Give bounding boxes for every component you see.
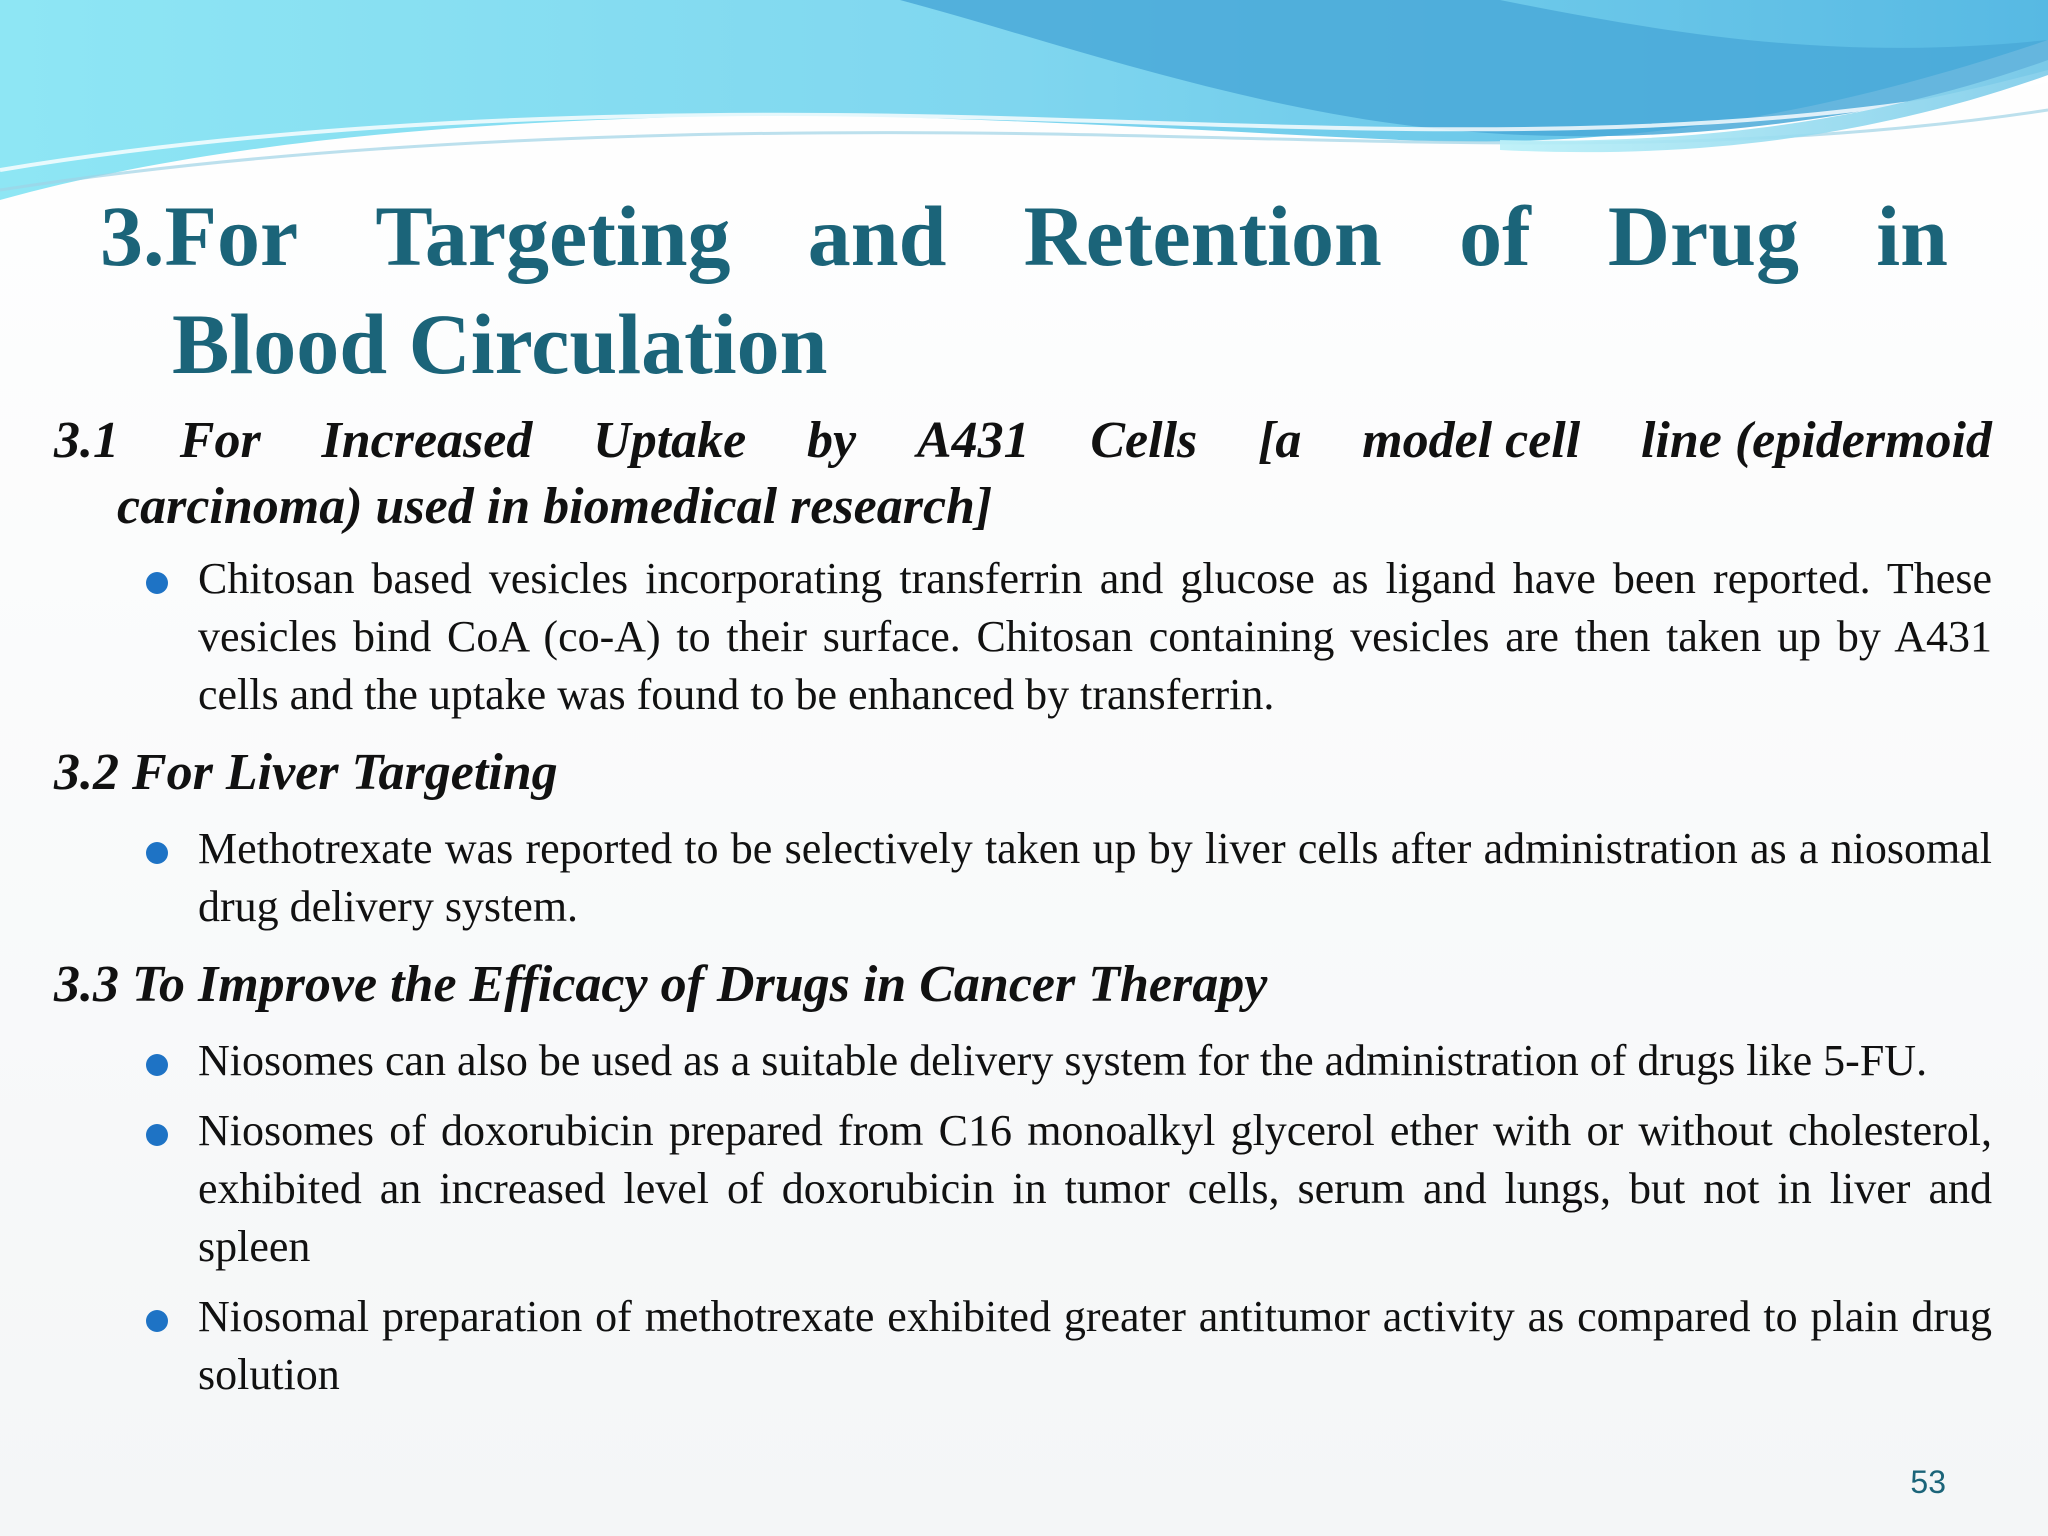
bullet-text: Methotrexate was reported to be selectively taken up by liver cells after administration as a niosomal drug delivery system. (198, 824, 1992, 931)
bullet-dot-icon (146, 572, 168, 594)
title-word: 3.For (100, 188, 299, 284)
title-word: Retention (1023, 188, 1382, 284)
bullet-text: Chitosan based vesicles incorporating transferrin and glucose as ligand have been reported. These vesicles bind CoA (co-A) to their surface. Chitosan containing vesicles are then taken up by A431 cells and the uptake was found to be enhanced by transferrin. (198, 554, 1992, 719)
bullet-item (54, 1288, 1992, 1404)
bullet-item (54, 1102, 1992, 1276)
bullet-item (54, 550, 1992, 724)
bullet-dot-icon (146, 842, 168, 864)
heading-word: Increased (321, 412, 533, 469)
bullet-list-3-2 (54, 820, 1992, 936)
section-heading-3-3: 3.3 To Improve the Efficacy of Drugs in Cancer Therapy (54, 956, 1268, 1013)
bullet-item (54, 1032, 1992, 1090)
heading-word: Cells (1090, 412, 1198, 469)
title-word: Drug (1607, 188, 1800, 284)
bullet-list-3-3 (54, 1032, 1992, 1404)
bullet-list-3-1 (54, 550, 1992, 724)
slide-content (54, 408, 1992, 1404)
bullet-dot-icon (146, 1310, 168, 1332)
slide-title (100, 182, 1948, 398)
title-word: and (807, 188, 947, 284)
section-heading-3-2: 3.2 For Liver Targeting (54, 744, 558, 801)
bullet-dot-icon (146, 1124, 168, 1146)
section-heading-line-2: carcinoma) used in biomedical research] (117, 478, 993, 535)
bullet-item (54, 820, 1992, 936)
bullet-text: Niosomal preparation of methotrexate exhibited greater antitumor activity as compared to plain drug solution (198, 1292, 1992, 1399)
title-line-1 (100, 182, 1948, 290)
heading-word: A431 (916, 412, 1030, 469)
title-word: in (1876, 188, 1948, 284)
title-word: Targeting (375, 188, 731, 284)
heading-word: Uptake (593, 412, 747, 469)
heading-word: 3.1 (54, 412, 119, 469)
heading-word: by (807, 412, 857, 469)
title-word: of (1459, 188, 1531, 284)
heading-word: line (epidermoid (1640, 412, 1992, 469)
section-heading-3-1 (54, 408, 1992, 540)
title-line-2: Blood Circulation (172, 296, 828, 392)
bullet-text: Niosomes of doxorubicin prepared from C16 monoalkyl glycerol ether with or without cholesterol, exhibited an increased level of doxorubicin in tumor cells, serum and lungs, but not in liver and spleen (198, 1106, 1992, 1271)
heading-word: model cell (1362, 412, 1581, 469)
bullet-dot-icon (146, 1054, 168, 1076)
bullet-text: Niosomes can also be used as a suitable delivery system for the administration of drugs like 5-FU. (198, 1036, 1928, 1085)
page-number: 53 (1910, 1464, 1946, 1500)
heading-word: For (179, 412, 261, 469)
heading-word: [a (1258, 412, 1302, 469)
section-heading-line-1 (54, 408, 1992, 474)
